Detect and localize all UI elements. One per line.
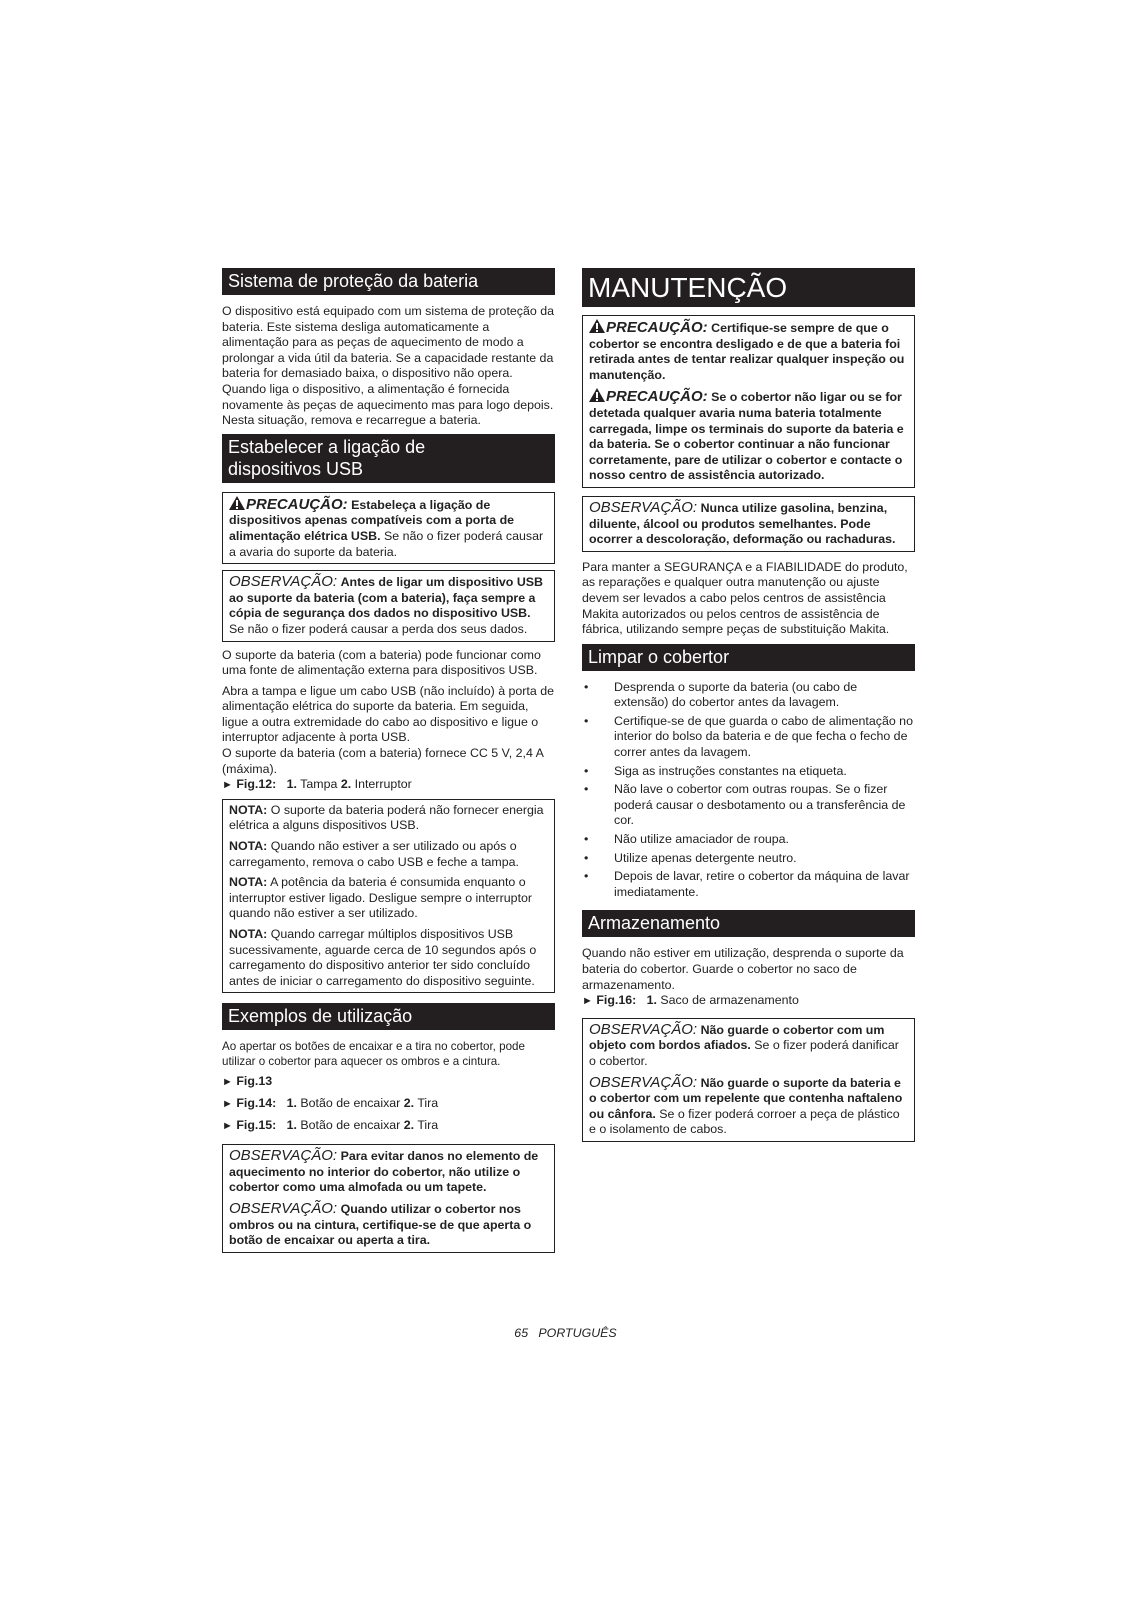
note-1	[229, 803, 549, 834]
fig16-ref: Fig.16:	[596, 993, 637, 1008]
usb-para-2: Abra a tampa e ligue um cabo USB (não incluído) à porta de alimentação elétrica do suporte da bateria. Em seguida, ligue a outra extremidade do cabo ao dispositivo e ligue o interruptor adjacente à porta USB.	[222, 683, 554, 745]
observation-maintenance-bold: Nunca utilize gasolina, benzina, diluente, álcool ou produtos semelhantes. Pode ocorrer a descoloração, deformação ou rachaduras.	[589, 500, 896, 547]
fig14-caption	[222, 1096, 555, 1113]
fig16-caption	[582, 993, 915, 1010]
note-label: NOTA:	[229, 839, 268, 854]
fig12-t2: Interruptor	[354, 777, 412, 792]
arrow-icon: ►	[222, 779, 233, 792]
bullet: •	[584, 713, 589, 728]
observation-storage-1-normal: Se o fizer poderá danificar o cobertor.	[589, 1038, 899, 1068]
warning-icon	[229, 496, 245, 510]
caution-label: PRECAUÇÃO:	[246, 495, 348, 513]
arrow-icon: ►	[222, 1076, 233, 1089]
warning-icon	[589, 388, 605, 402]
fig14-t1: Botão de encaixar	[300, 1095, 401, 1110]
observation-storage-2-bold: Não guarde o suporte da bateria e o cobertor com um repelente que contenha naftaleno ou cânfora.	[589, 1075, 903, 1121]
list-item-text: Não lave o cobertor com outras roupas. Se o fizer poderá causar o desbotamento ou a transferência de cor.	[614, 782, 906, 828]
arrow-icon: ►	[582, 995, 593, 1008]
fig12-caption	[222, 777, 555, 794]
list-item	[582, 851, 915, 867]
list-item-text: Depois de lavar, retire o cobertor da máquina de lavar imediatamente.	[614, 869, 910, 899]
bullet: •	[584, 832, 589, 847]
observation-maintenance	[589, 500, 909, 548]
fig12-n1: 1.	[286, 777, 297, 792]
page-footer	[0, 1326, 1131, 1340]
observation-usb-normal: Se não o fizer poderá causar a perda dos seus dados.	[229, 621, 528, 636]
battery-protection-text: O dispositivo está equipado com um sistema de proteção da bateria. Este sistema desliga automaticamente a alimentação para as peças de aquecimento de modo a prolongar a vida útil da bateria. Se a capacidade restante da bateria for demasiado baixa, o dispositivo não opera. Quando liga o dispositivo, a alimentação é fornecida novamente às peças de aquecimento mas para logo depois. Nesta situação, remova e recarregue a bateria.	[222, 304, 554, 428]
left-column	[222, 268, 555, 1259]
observation-label: OBSERVAÇÃO:	[229, 1147, 338, 1165]
note-label: NOTA:	[229, 802, 268, 817]
fig15-ref: Fig.15:	[236, 1117, 277, 1132]
fig12-t1: Tampa	[300, 777, 338, 792]
footer-language: PORTUGUÊS	[538, 1326, 617, 1340]
fig16-t1: Saco de armazenamento	[660, 993, 799, 1008]
list-item	[582, 680, 915, 711]
section-title-storage: Armazenamento	[582, 910, 915, 937]
fig14-ref: Fig.14:	[236, 1095, 277, 1110]
caution-box-maintenance	[582, 315, 915, 488]
section-title-cleaning: Limpar o cobertor	[582, 644, 915, 671]
note-text: A potência da bateria é consumida enquanto o interruptor estiver ligado. Desligue sempre o interruptor quando não estiver a ser utilizado.	[229, 875, 533, 921]
observation-storage-1	[589, 1022, 909, 1070]
list-item-text: Certifique-se de que guarda o cabo de alimentação no interior do bolso da bateria e de que fecha o fecho de correr antes da lavagem.	[614, 713, 913, 760]
caution-box-usb	[222, 492, 555, 564]
section-title-usb	[222, 434, 555, 483]
list-item	[582, 832, 915, 848]
observation-box-usage	[222, 1144, 555, 1253]
caution-label: PRECAUÇÃO:	[606, 319, 708, 336]
caution-usb	[229, 496, 549, 560]
bullet: •	[584, 763, 589, 778]
fig14-n1: 1.	[286, 1095, 297, 1110]
caution-maintenance-2-bold: Se o cobertor não ligar ou se for detetada qualquer avaria numa bateria totalmente carregada, limpe os terminais do suporte da bateria e da bateria. Se o cobertor continuar a não funcionar corretamente, pare de utilizar o cobertor e contacte o nosso centro de assistência autorizado.	[589, 390, 904, 483]
list-item-text: Desprenda o suporte da bateria (ou cabo de extensão) do cobertor antes da lavagem.	[614, 679, 858, 710]
page-number: 65	[514, 1326, 529, 1340]
observation-box-usb	[222, 570, 555, 641]
maintenance-text: Para manter a SEGURANÇA e a FIABILIDADE do produto, as reparações e qualquer outra manutenção ou ajuste devem ser levados a cabo pelos centros de assistência Makita autorizados ou pelos centros de assistência de fábrica, utilizando sempre peças de substituição Makita.	[582, 559, 908, 637]
arrow-icon: ►	[222, 1119, 233, 1132]
list-item-text: Não utilize amaciador de roupa.	[614, 832, 789, 847]
observation-label: OBSERVAÇÃO:	[589, 1073, 698, 1091]
list-item	[582, 869, 915, 900]
fig14-t2: Tira	[417, 1095, 439, 1110]
observation-usage-2-bold: Quando utilizar o cobertor nos ombros ou na cintura, certifique-se de que aperta o botão de encaixar ou aperta a tira.	[229, 1201, 532, 1248]
observation-usb	[229, 574, 549, 637]
observation-label: OBSERVAÇÃO:	[589, 1020, 698, 1038]
fig16-n1: 1.	[646, 993, 657, 1008]
caution-usb-bold: Estabeleça a ligação de dispositivos apenas compatíveis com a porta de alimentação elétrica USB.	[229, 497, 515, 543]
observation-usb-bold: Antes de ligar um dispositivo USB ao suporte da bateria (com a bateria), faça sempre a cópia de segurança dos dados no dispositivo USB.	[229, 575, 543, 621]
list-item-text: Siga as instruções constantes na etiqueta.	[614, 763, 847, 778]
fig13-caption	[222, 1074, 555, 1091]
usb-para-1: O suporte da bateria (com a bateria) pode funcionar como uma fonte de alimentação externa para dispositivos USB.	[222, 647, 541, 678]
note-2	[229, 839, 549, 870]
observation-storage-2-normal: Se o fizer poderá corroer a peça de plástico e o isolamento de cabos.	[589, 1106, 900, 1137]
note-text: Quando carregar múltiplos dispositivos USB sucessivamente, aguarde cerca de 10 segundos após o carregamento do dispositivo anterior ter sido concluído antes de iniciar o carregamento do dispositivo seguinte.	[229, 927, 537, 988]
caution-maintenance-2	[589, 388, 909, 484]
fig15-t2: Tira	[417, 1117, 439, 1132]
note-text: Quando não estiver a ser utilizado ou após o carregamento, remova o cabo USB e feche a tampa.	[229, 839, 519, 869]
note-label: NOTA:	[229, 875, 268, 890]
note-label: NOTA:	[229, 927, 268, 941]
fig12-n2: 2.	[340, 777, 352, 792]
arrow-icon: ►	[222, 1097, 233, 1110]
observation-label: OBSERVAÇÃO:	[229, 1199, 338, 1217]
list-item-text: Utilize apenas detergente neutro.	[614, 850, 797, 865]
list-item	[582, 714, 915, 761]
observation-usage-1	[229, 1148, 549, 1196]
observation-usage-2	[229, 1201, 549, 1249]
fig15-n2: 2.	[403, 1117, 415, 1132]
observation-box-maintenance	[582, 496, 915, 552]
list-item	[582, 782, 915, 829]
section-title-usb-line2: dispositivos USB	[228, 458, 364, 479]
bullet: •	[584, 679, 589, 694]
chapter-title-maintenance: MANUTENÇÃO	[582, 268, 915, 307]
caution-label: PRECAUÇÃO:	[606, 388, 708, 406]
bullet: •	[584, 869, 589, 884]
observation-usage-1-bold: Para evitar danos no elemento de aquecimento no interior do cobertor, não utilize o cobertor como uma almofada ou um tapete.	[229, 1149, 539, 1195]
caution-usb-normal: Se não o fizer poderá causar a avaria do suporte da bateria.	[229, 528, 544, 559]
observation-label: OBSERVAÇÃO:	[229, 573, 338, 591]
observation-box-storage	[582, 1018, 915, 1142]
fig13-ref: Fig.13	[236, 1074, 273, 1089]
caution-maintenance-1-bold: Certifique-se sempre de que o cobertor se encontra desligado e de que a bateria foi retirada antes de tentar realizar qualquer inspeção ou manutenção.	[589, 321, 905, 382]
right-column	[582, 268, 915, 1148]
fig14-n2: 2.	[403, 1095, 415, 1110]
usb-para-3: O suporte da bateria (com a bateria) fornece CC 5 V, 2,4 A (máxima).	[222, 746, 544, 776]
bullet: •	[584, 782, 589, 797]
list-item	[582, 764, 915, 780]
warning-icon	[589, 319, 605, 333]
fig15-t1: Botão de encaixar	[300, 1117, 401, 1132]
bullet: •	[584, 850, 589, 865]
notes-box	[222, 799, 555, 994]
observation-label: OBSERVAÇÃO:	[589, 498, 698, 516]
section-title-usage-examples: Exemplos de utilização	[222, 1003, 555, 1030]
cleaning-list	[582, 680, 915, 901]
fig15-n1: 1.	[286, 1117, 297, 1132]
usage-text: Ao apertar os botões de encaixar e a tira no cobertor, pode utilizar o cobertor para aquecer os ombros e a cintura.	[222, 1040, 525, 1069]
section-title-usb-line1: Estabelecer a ligação de	[228, 436, 426, 457]
observation-storage-1-bold: Não guarde o cobertor com um objeto com bordos afiados.	[589, 1022, 885, 1053]
note-text: O suporte da bateria poderá não fornecer energia elétrica a alguns dispositivos USB.	[229, 802, 544, 833]
section-title-battery-protection: Sistema de proteção da bateria	[222, 268, 555, 295]
fig12-ref: Fig.12:	[236, 777, 277, 792]
caution-maintenance-1	[589, 319, 909, 383]
note-3	[229, 875, 549, 922]
fig15-caption	[222, 1118, 555, 1135]
observation-storage-2	[589, 1075, 909, 1138]
storage-text: Quando não estiver em utilização, desprenda o suporte da bateria do cobertor. Guarde o cobertor no saco de armazenamento.	[582, 946, 904, 992]
note-4	[229, 927, 549, 989]
